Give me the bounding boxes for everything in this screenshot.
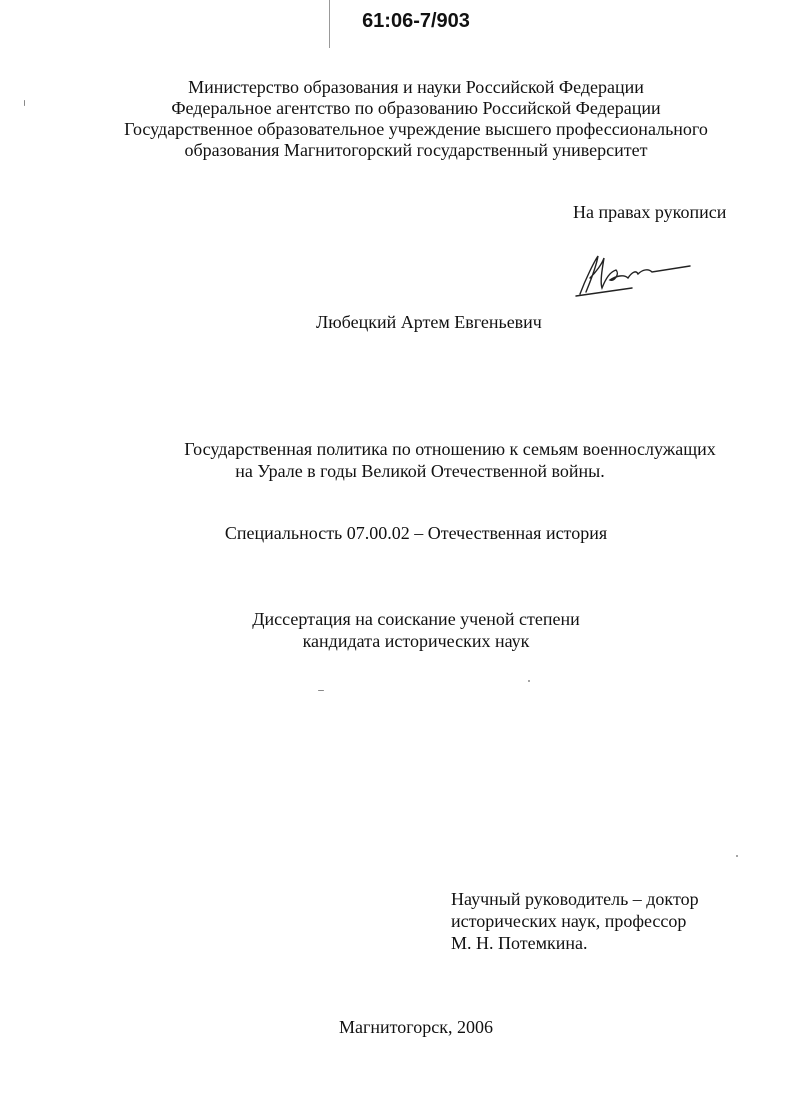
scan-speck [528, 680, 530, 682]
header-line: Государственное образовательное учреждение высшего профессионального [124, 119, 708, 139]
header-line: Министерство образования и науки Российской Федерации [188, 77, 644, 97]
header-line: Федеральное агентство по образованию Российской Федерации [171, 98, 661, 118]
degree-line: Диссертация на соискание ученой степени [252, 609, 580, 629]
city-year: Магнитогорск, 2006 [339, 1017, 493, 1037]
degree-line: кандидата исторических наук [302, 631, 530, 651]
supervisor-line: исторических наук, профессор [451, 911, 687, 931]
title-line: на Урале в годы Великой Отечественной войны. [235, 461, 605, 481]
manuscript-rights: На правах рукописи [573, 202, 727, 222]
scan-speck [24, 100, 25, 106]
scan-speck [736, 855, 738, 857]
catalog-code: 61:06-7/903 [362, 10, 470, 32]
specialty: Специальность 07.00.02 – Отечественная история [224, 523, 608, 543]
supervisor-line: Научный руководитель – доктор [451, 889, 699, 909]
institution-header [0, 77, 792, 161]
degree-statement [0, 608, 792, 652]
supervisor [451, 888, 699, 954]
scan-speck [318, 690, 324, 691]
signature-icon [572, 248, 702, 298]
dissertation-title [150, 438, 750, 482]
title-line: Государственная политика по отношению к семьям военнослужащих [184, 439, 716, 459]
header-line: образования Магнитогорский государственный университет [184, 140, 648, 160]
supervisor-line: М. Н. Потемкина. [451, 933, 588, 953]
author-name: Любецкий Артем Евгеньевич [316, 312, 542, 332]
